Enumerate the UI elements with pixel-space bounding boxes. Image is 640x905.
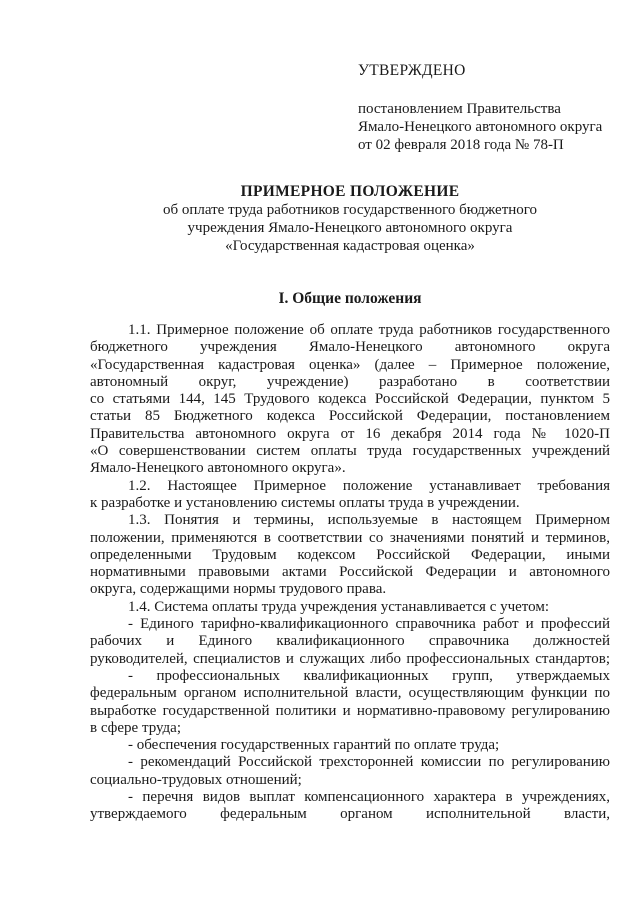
text-line: положении, применяются в соответствии со значениями понятий и терминов, [90, 529, 610, 546]
text-line: «Государственная кадастровая оценка» (далее – Примерное положение, [90, 356, 610, 373]
subtitle-line-3: «Государственная кадастровая оценка» [225, 238, 475, 254]
text-line: 1.1. Примерное положение об оплате труда работников государственного [128, 322, 610, 338]
list-item-pkg [90, 668, 610, 737]
text-line: нормативными правовыми актами Российской Федерации и автономного [90, 564, 610, 581]
approval-stamp [358, 62, 618, 154]
text-line: - перечня видов выплат компенсационного характера в учреждениях, [128, 789, 610, 806]
section-heading: I. Общие положения [278, 290, 422, 307]
text-line: 1.2. Настоящее Примерное положение устанавливает требования [128, 477, 610, 494]
text-line: Ямало-Ненецкого автономного округа». [90, 460, 346, 477]
text-line: бюджетного учреждения Ямало-Ненецкого автономного округа [90, 339, 610, 356]
approval-line-3: от 02 февраля 2018 года № 78-П [358, 137, 564, 153]
paragraph-1-3 [90, 512, 610, 598]
text-line: - профессиональных квалификационных групп, утверждаемых [128, 667, 610, 684]
text-line: социально-трудовых отношений; [90, 771, 302, 788]
text-line: 1.3. Понятия и термины, используемые в настоящем Примерном [128, 512, 610, 529]
subtitle-line-2: учреждения Ямало-Ненецкого автономного округа [187, 220, 513, 236]
text-line: к разработке и установлению системы оплаты труда в учреждении. [90, 494, 520, 511]
list-item-recommendations [90, 754, 610, 789]
text-line: определенными Трудовым кодексом Российской Федерации, иными [90, 546, 610, 563]
body-text [90, 322, 610, 824]
paragraph-1-4 [90, 599, 610, 616]
text-line: утверждаемого федеральным органом исполнительной власти, [90, 806, 610, 823]
subtitle-line-1: об оплате труда работников государственного бюджетного [162, 202, 538, 218]
text-line: - рекомендаций Российской трехсторонней комиссии по регулированию [128, 754, 610, 771]
text-line: рабочих и Единого квалификационного справочника должностей [90, 633, 610, 650]
approval-line-2: Ямало-Ненецкого автономного округа [358, 119, 603, 135]
text-line: статьи 85 Бюджетного кодекса Российской Федерации, постановлением [90, 408, 610, 425]
approval-line-1: постановлением Правительства [358, 101, 561, 117]
paragraph-1-2 [90, 478, 610, 513]
text-line: - Единого тарифно-квалификационного справочника работ и профессий [128, 616, 610, 633]
text-line: «О совершенствовании систем оплаты труда государственных учреждений [90, 443, 610, 460]
text-line: 1.4. Система оплаты труда учреждения устанавливается с учетом: [128, 598, 550, 615]
document-title [90, 183, 610, 255]
text-line: Правительства автономного округа от 16 декабря 2014 года № 1020-П [90, 425, 610, 442]
text-line: автономный округ, учреждение) разработано в соответствии [90, 373, 610, 390]
list-item-compensation [90, 789, 610, 824]
approved-label: УТВЕРЖДЕНО [358, 62, 466, 79]
text-line: в сфере труда; [90, 719, 182, 736]
paragraph-1-1 [90, 322, 610, 478]
text-line: федеральным органом исполнительной власти, осуществляющим функции по [90, 685, 610, 702]
list-item-etks [90, 616, 610, 668]
text-line: - обеспечения государственных гарантий по оплате труда; [128, 737, 500, 754]
text-line: округа, содержащими нормы трудового права. [90, 581, 387, 598]
main-title: ПРИМЕРНОЕ ПОЛОЖЕНИЕ [240, 183, 460, 200]
text-line: руководителей, специалистов и служащих либо профессиональных стандартов; [90, 650, 610, 667]
text-line: выработке государственной политики и нормативно-правовому регулированию [90, 702, 610, 719]
text-line: со статьями 144, 145 Трудового кодекса Российской Федерации, пунктом 5 [90, 391, 610, 408]
list-item-guarantees [90, 737, 610, 754]
